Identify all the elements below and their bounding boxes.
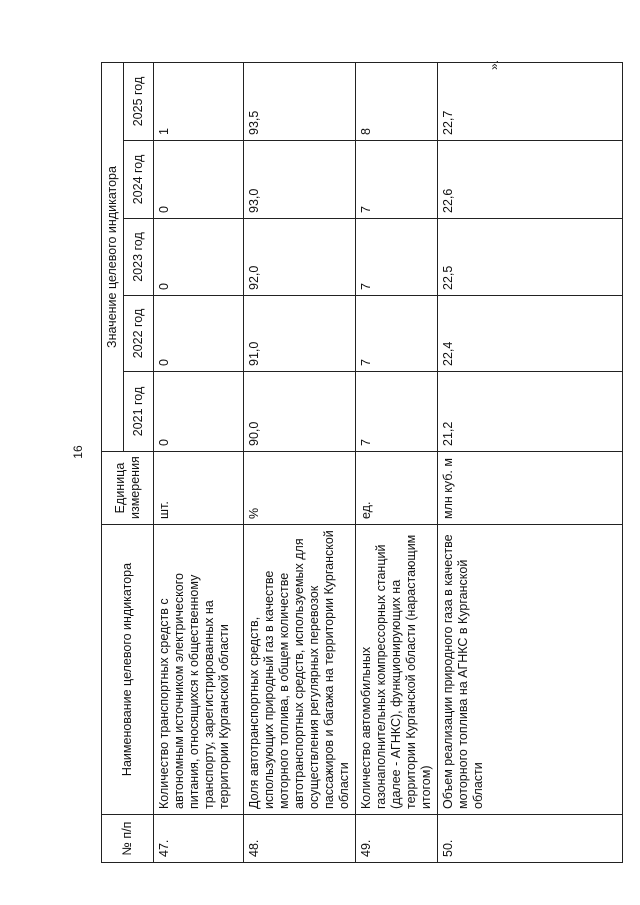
- value-cell: 92,0: [244, 219, 356, 296]
- value-cell: 7: [356, 219, 438, 296]
- value-cell: 22,4: [438, 296, 623, 372]
- value-cell: 22,5: [438, 219, 623, 296]
- unit-cell: шт.: [154, 452, 244, 525]
- table-row: [438, 62, 623, 862]
- table-row: [244, 62, 356, 862]
- header-name: Наименование целевого индикатора: [102, 525, 154, 815]
- row-number: 47.: [154, 815, 244, 863]
- value-cell: 0: [154, 296, 244, 372]
- header-unit: Единица измерения: [102, 452, 154, 525]
- indicator-name: Объем реализации природного газа в качестве моторного топлива на АГНКС в Курганской области: [438, 525, 623, 815]
- value-cell: 93,0: [244, 141, 356, 219]
- unit-cell: ед.: [356, 452, 438, 525]
- value-cell: 0: [154, 372, 244, 452]
- header-year: 2025 год: [124, 62, 154, 140]
- value-cell: 7: [356, 141, 438, 219]
- closing-quotation-mark: ».: [487, 59, 502, 71]
- page-number: 16: [71, 445, 85, 459]
- row-number: 50.: [438, 815, 623, 863]
- value-cell: 7: [356, 372, 438, 452]
- table-row: [356, 62, 438, 862]
- header-year: 2024 год: [124, 141, 154, 219]
- header-values-group: Значение целевого индикатора: [102, 62, 124, 451]
- indicator-name: Количество транспортных средств с автономным источником электрического питания, относящихся к общественному транспорту, зарегистрированных на территории Курганской области: [154, 525, 244, 815]
- value-cell: 1: [154, 62, 244, 140]
- value-cell: 91,0: [244, 296, 356, 372]
- table-row: [154, 62, 244, 862]
- value-cell: 22,6: [438, 141, 623, 219]
- value-cell: 93,5: [244, 62, 356, 140]
- value-cell: 22,7: [438, 62, 623, 140]
- unit-cell: %: [244, 452, 356, 525]
- header-year: 2021 год: [124, 372, 154, 452]
- indicator-name: Доля автотранспортных средств, использующих природный газ в качестве моторного топлива, в общем количестве автотранспортных средств, используемых для осуществления регулярных перевозок пассажиров и багажа на территории Курганской области: [244, 525, 356, 815]
- value-cell: 7: [356, 296, 438, 372]
- header-num: № п/п: [102, 815, 154, 863]
- value-cell: 21,2: [438, 372, 623, 452]
- indicators-table-container: [101, 63, 623, 863]
- indicators-table: [101, 59, 623, 863]
- row-number: 48.: [244, 815, 356, 863]
- header-year: 2022 год: [124, 296, 154, 372]
- indicator-name: Количество автомобильных газонаполнительных компрессорных станций (далее - АГНКС), функционирующих на территории Курганской области (нарастающим итогом): [356, 525, 438, 815]
- header-year: 2023 год: [124, 219, 154, 296]
- value-cell: 8: [356, 62, 438, 140]
- unit-cell: млн куб. м: [438, 452, 623, 525]
- value-cell: 90,0: [244, 372, 356, 452]
- value-cell: 0: [154, 219, 244, 296]
- value-cell: 0: [154, 141, 244, 219]
- row-number: 49.: [356, 815, 438, 863]
